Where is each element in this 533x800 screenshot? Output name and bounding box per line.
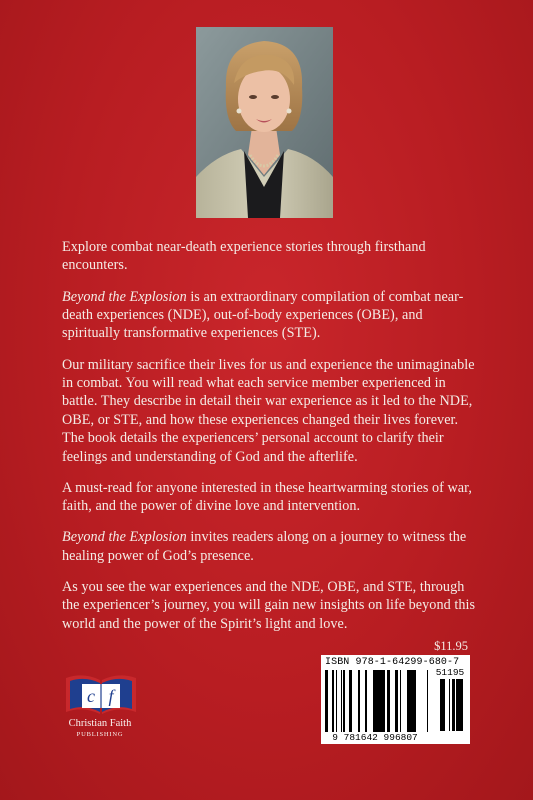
addon-barcode-bars [433, 679, 465, 731]
barcode-bar [459, 679, 461, 731]
addon-digits: 51195 [435, 667, 465, 678]
barcode-bar [452, 679, 454, 731]
logo-letter-c: c [87, 686, 95, 706]
barcode-bar [383, 670, 385, 732]
book-title-italic: Beyond the Explosion [62, 529, 187, 546]
logo-letter-f: f [108, 686, 114, 706]
barcode-bar [358, 670, 360, 732]
barcode-bar [407, 670, 409, 732]
publisher-name: Christian Faith [68, 718, 132, 729]
barcode-bar [440, 679, 442, 731]
barcode-bar [344, 670, 345, 732]
description-paragraph-5: Beyond the Explosion invites readers along on a journey to witness the healing power of God’s presence. [62, 529, 467, 564]
barcode-bar [400, 670, 401, 732]
price-label: $11.95 [434, 639, 468, 653]
author-portrait-image [196, 27, 333, 218]
book-title-italic: Beyond the Explosion [62, 288, 187, 305]
barcode-bar [389, 670, 390, 732]
barcode-bar [411, 670, 412, 732]
barcode-bar [442, 679, 444, 731]
barcode-bar [413, 670, 414, 732]
barcode-bar [341, 670, 342, 732]
description-paragraph-4: A must-read for anyone interested in these heartwarming stories of war, faith, and the power of divine love and intervention. [62, 479, 472, 515]
ean-barcode-bars [325, 670, 429, 732]
open-book-logo-icon [56, 668, 146, 718]
barcode-bar [365, 670, 367, 732]
description-paragraph-6: As you see the war experiences and the NDE, OBE, and STE, through the experiencer’s journey, you will gain new insights on life beyond this world and the power of the Spirit’s light and love. [62, 579, 476, 632]
barcode-bar [380, 670, 383, 732]
barcode-bar [449, 679, 450, 731]
barcode-bar [332, 670, 334, 732]
barcode-bar [325, 670, 328, 732]
barcode-bar [349, 670, 352, 732]
barcode-bar [427, 670, 428, 732]
back-cover-description [62, 238, 482, 646]
publisher-subtitle: PUBLISHING [76, 731, 124, 738]
barcode-bar [454, 679, 455, 731]
author-photo [196, 27, 333, 218]
barcode-bar [457, 679, 459, 731]
barcode-bar [412, 670, 413, 732]
description-paragraph-3: Our military sacrifice their lives for us and experience the unimaginable in combat. You will read what each service member experienced in battle. They describe in detail their war experience as it led to the NDE, OBE, or STE, and how these experiences changed their lives forever. The book details the experiencers’ personal account to clarify their feelings and understanding of God and the afterlife. [62, 356, 475, 465]
isbn-label: ISBN 978-1-64299-680-7 [325, 657, 460, 668]
barcode-bar [409, 670, 411, 732]
barcode-bar [387, 670, 389, 732]
ean-digits: 9 781642 996807 [332, 732, 418, 743]
barcode-bar [395, 670, 396, 732]
barcode-bar [414, 670, 416, 732]
barcode-bar [396, 670, 398, 732]
barcode-bar [377, 670, 380, 732]
barcode-bar [336, 670, 337, 732]
description-paragraph-2: Beyond the Explosion is an extraordinary compilation of combat near-death experiences (NDE), out-of-body experiences (OBE), and spiritually transformative experiences (STE). [62, 288, 464, 342]
barcode-bar [456, 679, 457, 731]
barcode-bar [444, 679, 445, 731]
barcode-bar [343, 670, 344, 732]
description-paragraph-1: Explore combat near-death experience stories through firsthand encounters. [62, 239, 426, 274]
isbn-barcode [321, 655, 470, 744]
barcode-bar [373, 670, 374, 732]
barcode-bar [461, 679, 463, 731]
barcode-bar [374, 670, 377, 732]
